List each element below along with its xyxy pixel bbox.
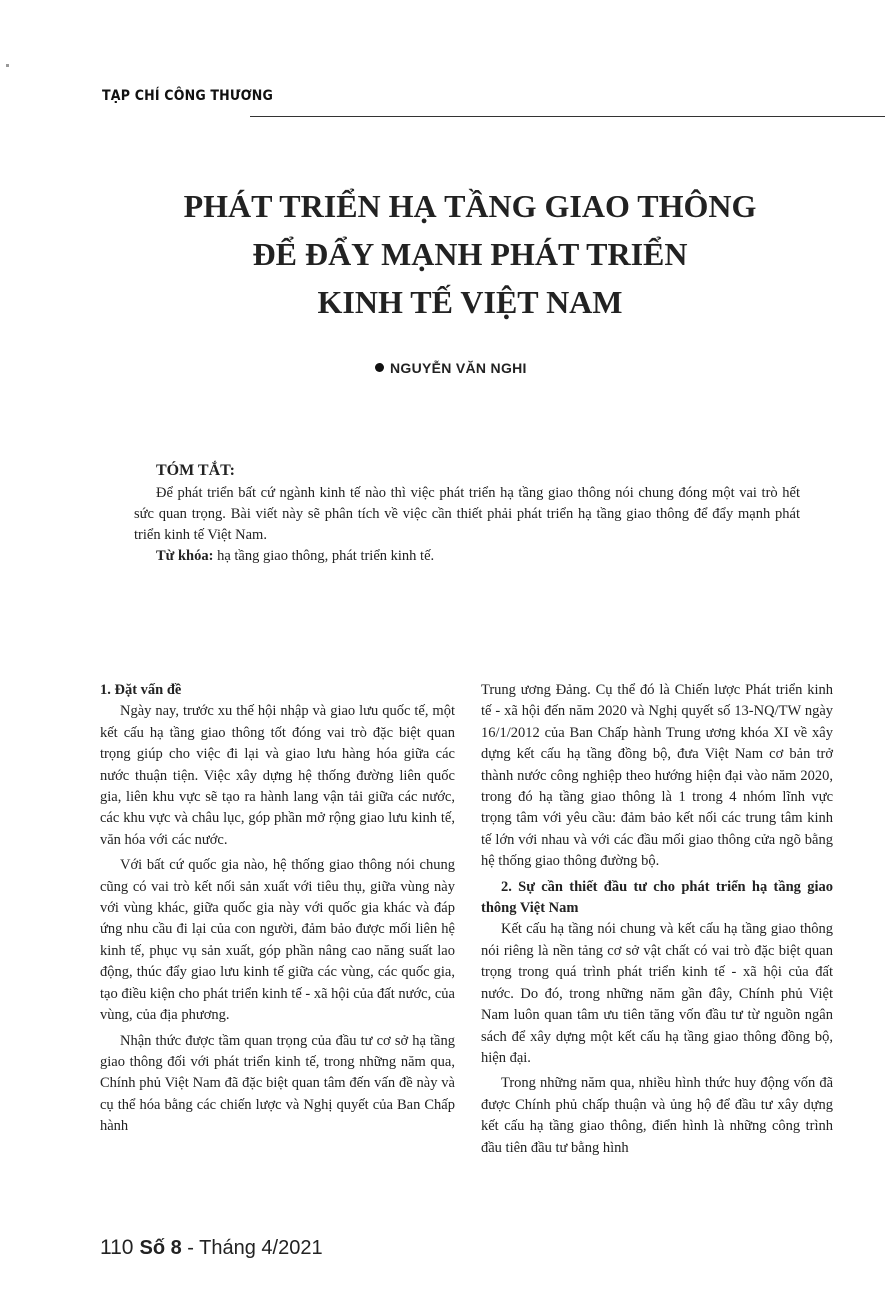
journal-name: TẠP CHÍ CÔNG THƯƠNG — [102, 88, 274, 104]
issue-number: Số 8 — [139, 1237, 182, 1259]
page-footer — [100, 1236, 323, 1260]
section-2-heading: 2. Sự cần thiết đầu tư cho phát triển hạ tầng giao thông Việt Nam — [481, 878, 833, 917]
header-rule — [250, 116, 885, 117]
keywords — [134, 546, 800, 567]
title-line-1: PHÁT TRIỂN HẠ TẦNG GIAO THÔNG — [183, 188, 757, 224]
left-paragraph-3: Nhận thức được tầm quan trọng của đầu tư cơ sở hạ tầng giao thông đối với phát triển kinh tế, trong những năm qua, Chính phủ Việt Nam đã đặc biệt quan tâm đến vấn đề này và cụ thể hóa bằng các chiến lược và Nghị quyết của Ban Chấp hành — [100, 1032, 455, 1135]
issue-date: - Tháng 4/2021 — [181, 1237, 323, 1259]
abstract — [134, 460, 800, 567]
page-number: 110 — [100, 1236, 134, 1259]
left-column — [100, 680, 455, 1142]
author-name: NGUYỄN VĂN NGHI — [390, 360, 527, 376]
bullet-icon — [375, 363, 384, 372]
section-1-heading: 1. Đặt vấn đề — [100, 682, 182, 698]
article-title — [60, 182, 880, 326]
title-line-2: ĐỂ ĐẨY MẠNH PHÁT TRIỂN — [252, 236, 688, 272]
scan-dot — [6, 64, 9, 67]
right-column — [481, 680, 833, 1163]
title-line-3: KINH TẾ VIỆT NAM — [317, 284, 623, 320]
keywords-text: hạ tầng giao thông, phát triển kinh tế. — [213, 548, 435, 564]
left-paragraph-2: Với bất cứ quốc gia nào, hệ thống giao thông nói chung cũng có vai trò kết nối sản xuất với tiêu thụ, giữa vùng này với vùng khác, giữa quốc gia này với quốc gia khác và đáp ứng nhu cầu đi lại của con người, đảm bảo được mối liên hệ kinh tế, phục vụ sản xuất, góp phần nâng cao năng suất lao động, thúc đẩy giao lưu kinh tế giữa các vùng, các quốc gia, tạo điều kiện cho phát triển kinh tế - xã hội của đất nước, của vùng, của địa phương. — [100, 857, 455, 1024]
left-paragraph-1: Ngày nay, trước xu thế hội nhập và giao lưu quốc tế, một kết cấu hạ tầng giao thông tốt đóng vai trò đặc biệt quan trọng giúp cho việc đi lại và giao lưu hàng hóa giữa các nước thuận tiện. Việc xây dựng hệ thống đường liên quốc gia, liên khu vực sẽ tạo ra hành lang vận tải giữa các nước, các khu vực và châu lục, góp phần mở rộng giao lưu kinh tế, văn hóa với các nước. — [100, 703, 455, 848]
right-paragraph-2: Kết cấu hạ tầng nói chung và kết cấu hạ tầng giao thông nói riêng là nền tảng cơ sở vật chất có vai trò đặc biệt quan trọng trong quá trình phát triển kinh tế - xã hội của đất nước. Do đó, trong những năm gần đây, Chính phủ Việt Nam luôn quan tâm ưu tiên tăng vốn đầu tư từ nguồn ngân sách để xây dựng một kết cấu hạ tầng giao thông đồng bộ, hiện đại. — [481, 921, 833, 1066]
abstract-heading: TÓM TẮT: — [156, 462, 235, 479]
right-paragraph-1: Trung ương Đảng. Cụ thể đó là Chiến lược Phát triển kinh tế - xã hội đến năm 2020 và Nghị quyết số 13-NQ/TW ngày 16/1/2012 của Ban Chấp hành Trung ương khóa XI về xây dựng kết cấu hạ tầng đồng bộ, đưa Việt Nam cơ bản trở thành nước công nghiệp theo hướng hiện đại vào năm 2020, trong đó hạ tầng giao thông là 1 trong 4 nhóm lĩnh vực trọng tâm với yêu cầu: đảm bảo kết nối các trung tâm kinh tế lớn với nhau và với các đầu mối giao thông cửa ngõ bằng hệ thống giao thông đường bộ. — [481, 682, 833, 870]
author — [375, 360, 527, 376]
right-paragraph-3: Trong những năm qua, nhiều hình thức huy động vốn đã được Chính phủ chấp thuận và ủng hộ để đầu tư xây dựng kết cấu hạ tầng giao thông, điển hình là những công trình đầu tiên đầu tư bằng hình — [481, 1075, 833, 1156]
keywords-label: Từ khóa: — [156, 548, 214, 564]
abstract-text: Để phát triển bất cứ ngành kinh tế nào thì việc phát triển hạ tầng giao thông nói chung đóng một vai trò hết sức quan trọng. Bài viết này sẽ phân tích về việc cần thiết phải phát triển hạ tầng giao thông để đẩy mạnh phát triển kinh tế Việt Nam. — [134, 485, 800, 543]
